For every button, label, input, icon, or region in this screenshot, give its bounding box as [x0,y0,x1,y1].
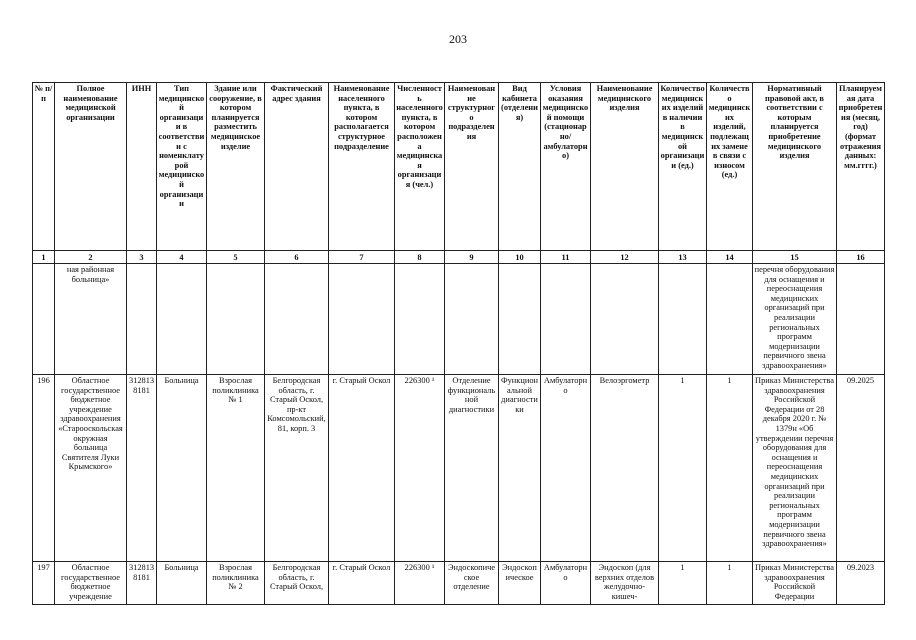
cell-address: Белгородская область, г. Старый Оскол, пр-кт Комсомольский, 81, корп. 3 [265,375,329,562]
cell-address: Белгородская область, г. Старый Оскол, [265,562,329,605]
column-number: 2 [55,251,127,264]
cell-org: Областное государственное бюджетное учреждение [55,562,127,605]
cell-unit [445,264,499,375]
cell-locality: г. Старый Оскол [329,562,395,605]
table-row [33,375,885,562]
header-cell: Наименование медицинского изделия [591,83,659,251]
header-cell: Фактический адрес здания [265,83,329,251]
column-number: 4 [157,251,207,264]
header-cell: Полное наименование медицинской организации [55,83,127,251]
cell-conditions: Амбулаторно [541,562,591,605]
header-cell: Нормативный правовой акт, в соответствии с которым планируется приобретение медицинского изделия [753,83,837,251]
column-number: 12 [591,251,659,264]
cell-type [157,264,207,375]
header-cell: Условия оказания медицинской помощи (стационарно/ амбулаторно) [541,83,591,251]
table-row-continued [33,264,885,375]
cell-conditions [541,264,591,375]
cell-date: 09.2023 [837,562,885,605]
cell-building: Взрослая поликлиника № 2 [207,562,265,605]
cell-qty-replace [707,264,753,375]
cell-act: перечня оборудования для оснащения и переоснащения медицинских организаций при реализации региональных программ модернизации первичного звена здравоохранения» [753,264,837,375]
cell-cabinet: Функциональной диагностики [499,375,541,562]
column-number: 7 [329,251,395,264]
cell-num: 196 [33,375,55,562]
column-number: 14 [707,251,753,264]
cell-type: Больница [157,562,207,605]
cell-building: Взрослая поликлиника № 1 [207,375,265,562]
cell-device: Велоэргометр [591,375,659,562]
cell-population [395,264,445,375]
cell-act: Приказ Министерства здравоохранения Российской Федерации [753,562,837,605]
column-number: 5 [207,251,265,264]
medical-equipment-table [32,82,885,605]
cell-locality [329,264,395,375]
cell-address [265,264,329,375]
cell-locality: г. Старый Оскол [329,375,395,562]
cell-population: 226300 ¹ [395,375,445,562]
header-cell: Наименование структурного подразделения [445,83,499,251]
cell-cabinet [499,264,541,375]
table-row [33,562,885,605]
header-cell: Количество медицинских изделий, подлежащих замене в связи с износом (ед.) [707,83,753,251]
header-cell: Здание или сооружение, в котором планируется разместить медицинское изделие [207,83,265,251]
column-number: 3 [127,251,157,264]
cell-device [591,264,659,375]
column-number: 15 [753,251,837,264]
cell-num: 197 [33,562,55,605]
header-cell: Тип медицинской организации в соответствии с номенклатурой медицинской организации [157,83,207,251]
column-number-row [33,251,885,264]
column-number: 8 [395,251,445,264]
cell-cabinet: Эндоскопическое [499,562,541,605]
cell-conditions: Амбулаторно [541,375,591,562]
column-number: 16 [837,251,885,264]
cell-inn: 3128138181 [127,562,157,605]
cell-building [207,264,265,375]
column-number: 11 [541,251,591,264]
column-number: 1 [33,251,55,264]
column-number: 9 [445,251,499,264]
header-cell: № п/п [33,83,55,251]
header-cell: Количество медицинских изделий в наличии в медицинской организации (ед.) [659,83,707,251]
cell-unit: Отделение функциональной диагностики [445,375,499,562]
header-cell: Численность населенного пункта, в котором расположена медицинская организация (чел.) [395,83,445,251]
cell-qty-replace: 1 [707,375,753,562]
header-cell: Вид кабинета (отделения) [499,83,541,251]
cell-inn [127,264,157,375]
cell-qty-have [659,264,707,375]
page-number: 203 [449,32,467,46]
cell-act: Приказ Министерства здравоохранения Российской Федерации от 28 декабря 2020 г. № 1379н «Об утверждении перечня оборудования для оснащения и переоснащения медицинских организаций при реализации региональных программ модернизации первичного звена здравоохранения» [753,375,837,562]
column-number: 6 [265,251,329,264]
header-row [33,83,885,251]
cell-qty-have: 1 [659,562,707,605]
column-number: 13 [659,251,707,264]
cell-qty-have: 1 [659,375,707,562]
cell-inn: 3128138181 [127,375,157,562]
column-number: 10 [499,251,541,264]
header-cell: Планируемая дата приобретения (месяц, год) (формат отражения данных: мм.гггг.) [837,83,885,251]
cell-device: Эндоскоп (для верхних отделов желудочно-кишеч- [591,562,659,605]
cell-type: Больница [157,375,207,562]
cell-org: Областное государственное бюджетное учреждение здравоохранения «Старооскольская окружная больница Святителя Луки Крымского» [55,375,127,562]
cell-qty-replace: 1 [707,562,753,605]
cell-date [837,264,885,375]
cell-num [33,264,55,375]
cell-population: 226300 ¹ [395,562,445,605]
cell-org: ная районная больница» [55,264,127,375]
header-cell: Наименование населенного пункта, в котором располагается структурное подразделение [329,83,395,251]
header-cell: ИНН [127,83,157,251]
cell-date: 09.2025 [837,375,885,562]
cell-unit: Эндоскопическое отделение [445,562,499,605]
